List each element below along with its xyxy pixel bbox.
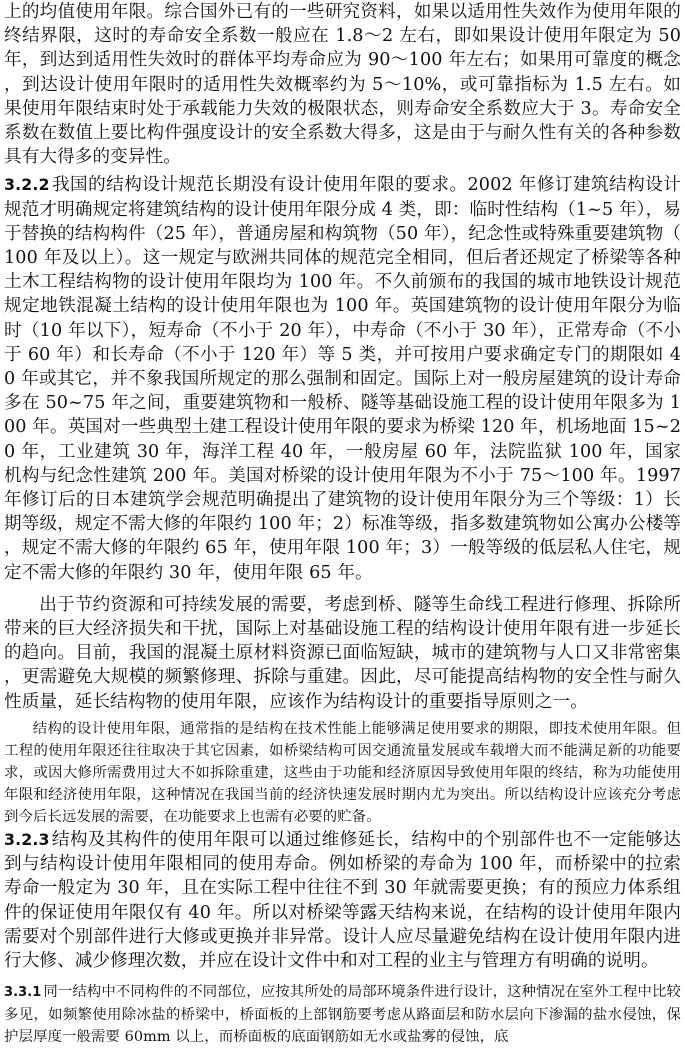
section-3-3-1 (4, 981, 681, 1048)
document-page (4, 0, 681, 1061)
section-text: 我国的结构设计规范长期没有设计使用年限的要求。2002 年修订建筑结构设计规范才明确规定将建筑结构的设计使用年限分成 4 类，即：临时性结构（1~5 年），易于替换的结构构件（25 年），普通房屋和构筑物（50 年），纪念性或特殊重要建筑物（100 年及以上）。这一规定与欧洲共同体的规范完全相同，但后者还规定了桥梁等各种土木工程结构物的设计使用年限均为 100 年。不久前颁布的我国的城市地铁设计规范规定地铁混凝土结构的设计使用年限也为 100 年。英国建筑物的设计使用年限分为临时（10 年以下），短寿命（不小于 20 年），中寿命（不小于 30 年），正常寿命（不小于 60 年）和长寿命（不小于 120 年）等 5 类，并可按用户要求确定专门的期限如 40 年或其它，并不象我国所规定的那么强制和固定。国际上对一般房屋建筑的设计寿命多在 50~75 年之间，重要建筑物和一般桥、隧等基础设施工程的设计使用年限多为 100 年。英国对一些典型土建工程设计使用年限的要求为桥梁 120 年，机场地面 15~20 年，工业建筑 30 年，海洋工程 40 年，一般房屋 60 年，法院监狱 100 年，国家机构与纪念性建筑 200 年。美国对桥梁的设计使用年限为不小于 75～100 年。1997 年修订后的日本建筑学会规范明确提出了建筑物的设计使用年限分为三个等级：1）长期等级，规定不需大修的年限约 100 年；2）标准等级，指多数建筑物如公寓办公楼等，规定不需大修的年限约 65 年，使用年限 100 年；3）一般等级的低层私人住宅，规定不需大修的年限约 30 年，使用年限 65 年。 (4, 175, 681, 583)
section-number: 3.3.1 (4, 985, 42, 1001)
section-number: 3.2.2 (4, 175, 50, 195)
service-life-note: 结构的设计使用年限，通常指的是结构在技术性能上能够满足使用要求的期限，即技术使用年限。但工程的使用年限还往往取决于其它因素，如桥梁结构可因交通流量发展或车载增大而不能满足新的功能要求，或因大修所需费用过大不如拆除重建，这些由于功能和经济原因导致使用年限的终结，称为功能使用年限和经济使用年限，这种情况在我国当前的经济快速发展时期内尤为突出。所以结构设计应该充分考虑到今后长远发展的需要，在功能要求上也需有必要的贮备。 (4, 720, 681, 825)
economy-paragraph: 出于节约资源和可持续发展的需要，考虑到桥、隧等生命线工程进行修理、拆除所带来的巨大经济损失和干扰，国际上对基础设施工程的结构设计使用年限有进一步延长的趋向。目前，我国的混凝土原材料资源已面临短缺，城市的建筑物与人口又非常密集，更需避免大规模的频繁修理、拆除与重建。因此，尽可能提高结构物的安全性与耐久性质量，延长结构物的使用年限，应该作为结构设计的重要指导原则之一。 (4, 594, 681, 712)
section-3-2-3 (4, 828, 681, 973)
section-text: 同一结构中不同构件的不同部位，应按其所处的局部环境条件进行设计，这种情况在室外工程中比较多见，如频繁使用除冰盐的桥梁中，桥面板的上部钢筋要考虑从路面层和防水层向下渗漏的盐水侵蚀，保护层厚度一般需要 60mm 以上，而桥面板的底面钢筋如无水或盐雾的侵蚀，底 (4, 984, 681, 1046)
section-3-2-2 (4, 173, 681, 584)
section-text: 结构及其构件的使用年限可以通过维修延长，结构中的个别部件也不一定能够达到与结构设计使用年限相同的使用寿命。例如桥梁的寿命为 100 年，而桥梁中的拉索寿命一般定为 30 年，且在实际工程中往往不到 30 年就需要更换；有的预应力体系组件的保证使用年限仅有 40 年。所以对桥梁等露天结构来说，在结构的设计使用年限内需要对个别部件进行大修或更换并非异常。设计人应尽量避免结构在设计使用年限内进行大修、减少修理次数，并应在设计文件中和对工程的业主与管理方有明确的说明。 (4, 829, 681, 971)
section-number: 3.2.3 (4, 829, 50, 849)
intro-paragraph: 上的均值使用年限。综合国外已有的一些研究资料，如果以适用性失效作为使用年限的终结界限，这时的寿命安全系数一般应在 1.8～2 左右，即如果设计使用年限定为 50 年，到达到适用性失效时的群体平均寿命应为 90～100 年左右；如果用可靠度的概念，到达设计使用年限时的适用性失效概率约为 5～10%，或可靠指标为 1.5 左右。如果使用年限结束时处于承载能力失效的极限状态，则寿命安全系数应大于 3。寿命安全系数在数值上要比构件强度设计的安全系数大得多，这是由于与耐久性有关的各种参数具有大得多的变异性。 (4, 2, 681, 168)
